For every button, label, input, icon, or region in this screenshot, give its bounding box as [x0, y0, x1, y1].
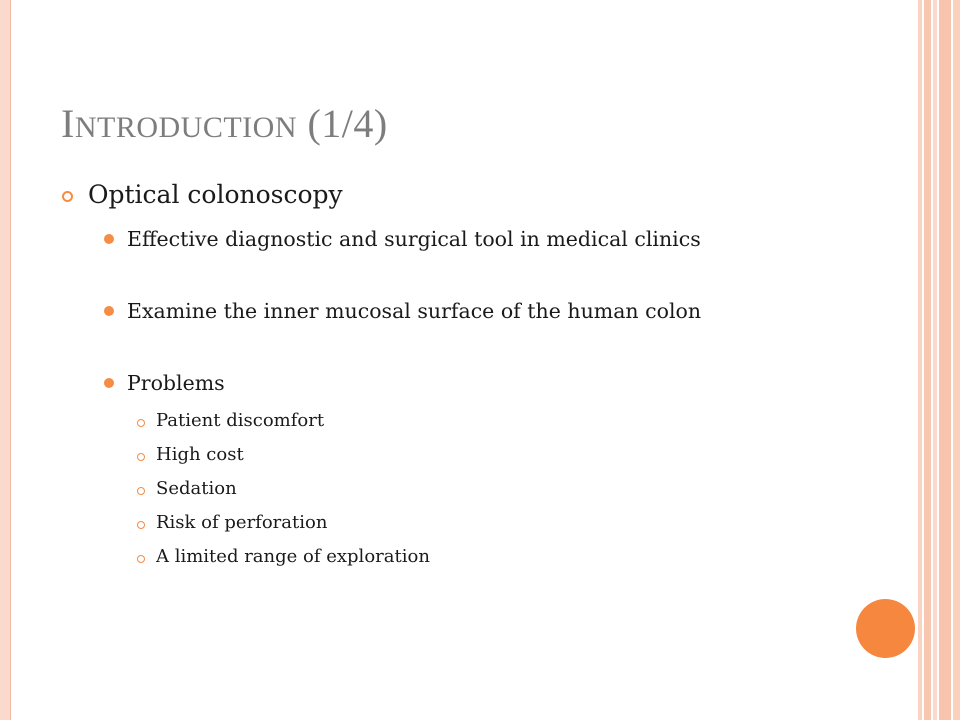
- stripe: [953, 0, 960, 720]
- title-suffix: (1/4): [307, 101, 388, 146]
- level3-bullet-text: Risk of perforation: [156, 512, 328, 533]
- level2-bullet-text: Examine the inner mucosal surface of the human colon: [127, 299, 702, 323]
- ring-bullet-icon: [62, 191, 73, 202]
- dot-bullet-icon: [104, 306, 114, 316]
- level1-bullet-text: Optical colonoscopy: [88, 180, 343, 209]
- level3-bullet-text: A limited range of exploration: [156, 546, 430, 567]
- orange-circle-decoration: [856, 599, 915, 658]
- slide-title: [61, 100, 388, 147]
- title-small-caps: NTRODUCTION: [74, 111, 297, 144]
- small-ring-bullet-icon: [137, 555, 145, 563]
- stripe: [918, 0, 922, 720]
- level2-bullet-text: Problems: [127, 371, 225, 395]
- dot-bullet-icon: [104, 378, 114, 388]
- dot-bullet-icon: [104, 234, 114, 244]
- small-ring-bullet-icon: [137, 419, 145, 427]
- level3-bullet-text: Sedation: [156, 478, 237, 499]
- stripe: [939, 0, 951, 720]
- small-ring-bullet-icon: [137, 453, 145, 461]
- left-border-bar: [0, 0, 11, 720]
- small-ring-bullet-icon: [137, 487, 145, 495]
- level2-bullet-text: Effective diagnostic and surgical tool in medical clinics: [127, 227, 701, 251]
- right-decorative-stripes: [918, 0, 960, 720]
- stripe: [933, 0, 937, 720]
- level3-bullet-text: High cost: [156, 444, 244, 465]
- level3-bullet-text: Patient discomfort: [156, 410, 325, 431]
- small-ring-bullet-icon: [137, 521, 145, 529]
- stripe: [924, 0, 931, 720]
- title-first-letter: I: [61, 101, 75, 146]
